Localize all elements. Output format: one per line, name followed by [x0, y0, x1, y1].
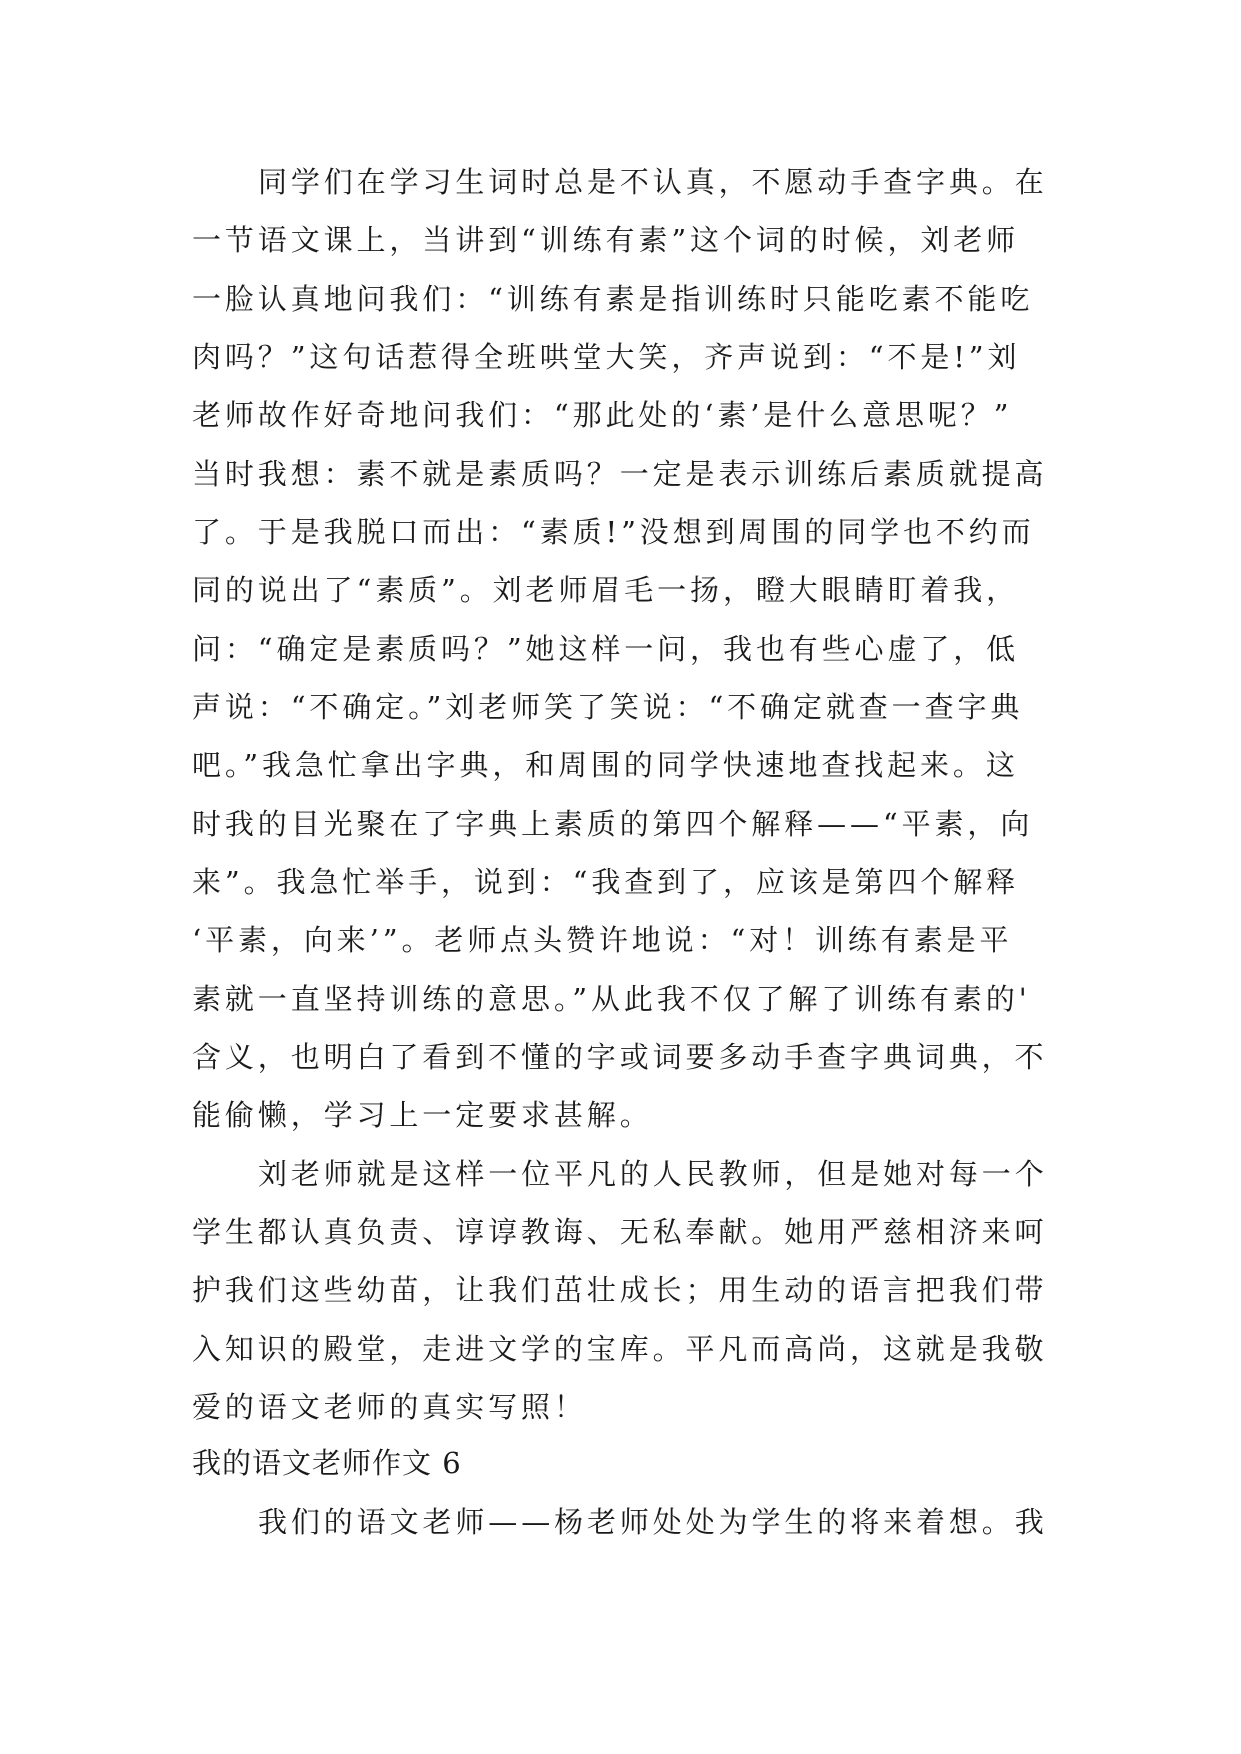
- paragraph-line: 学生都认真负责、谆谆教诲、无私奉献。她用严慈相济来呵: [192, 1215, 1048, 1249]
- paragraph-line: 爱的语文老师的真实写照！: [192, 1390, 587, 1424]
- paragraph-line: 声说：“不确定。”刘老师笑了笑说：“不确定就查一查字典: [192, 690, 1024, 724]
- paragraph-line: 我们的语文老师——杨老师处处为学生的将来着想。我: [258, 1505, 1048, 1539]
- paragraph-line: 吧。”我急忙拿出字典，和周围的同学快速地查找起来。这: [192, 748, 1019, 782]
- paragraph-line: 老师故作好奇地问我们：“那此处的‘素’是什么意思呢？”: [192, 398, 1013, 432]
- paragraph-line: 含义，也明白了看到不懂的字或词要多动手查字典词典，不: [192, 1040, 1048, 1074]
- paragraph-line: 当时我想：素不就是素质吗？一定是表示训练后素质就提高: [192, 457, 1048, 491]
- section-heading: 我的语文老师作文 6: [192, 1446, 462, 1480]
- paragraph-line: 问：“确定是素质吗？”她这样一问，我也有些心虚了，低: [192, 632, 1020, 666]
- paragraph-line: 来”。我急忙举手，说到：“我查到了，应该是第四个解释: [192, 865, 1020, 899]
- paragraph-line: 护我们这些幼苗，让我们茁壮成长；用生动的语言把我们带: [192, 1273, 1048, 1307]
- paragraph-line: 了。于是我脱口而出：“素质!”没想到周围的同学也不约而: [192, 515, 1035, 549]
- paragraph-line: 能偷懒，学习上一定要求甚解。: [192, 1098, 653, 1132]
- paragraph-line: 一节语文课上，当讲到“训练有素”这个词的时候，刘老师: [192, 223, 1020, 257]
- paragraph-line: 刘老师就是这样一位平凡的人民教师，但是她对每一个: [258, 1157, 1048, 1191]
- paragraph-line: 一脸认真地问我们：“训练有素是指训练时只能吃素不能吃: [192, 282, 1034, 316]
- paragraph-line: 素就一直坚持训练的意思。”从此我不仅了解了训练有素的': [192, 982, 1031, 1016]
- paragraph-line: 肉吗？”这句话惹得全班哄堂大笑，齐声说到：“不是!”刘: [192, 340, 1021, 374]
- paragraph-line: 时我的目光聚在了字典上素质的第四个解释——“平素，向: [192, 807, 1034, 841]
- paragraph-line: 同的说出了“素质”。刘老师眉毛一扬，瞪大眼睛盯着我，: [192, 573, 1020, 607]
- paragraph-line: 同学们在学习生词时总是不认真，不愿动手查字典。在: [258, 165, 1048, 199]
- paragraph-line: ‘平素，向来’”。老师点头赞许地说：“对！训练有素是平: [192, 923, 1013, 957]
- paragraph-line: 入知识的殿堂，走进文学的宝库。平凡而高尚，这就是我敬: [192, 1332, 1048, 1366]
